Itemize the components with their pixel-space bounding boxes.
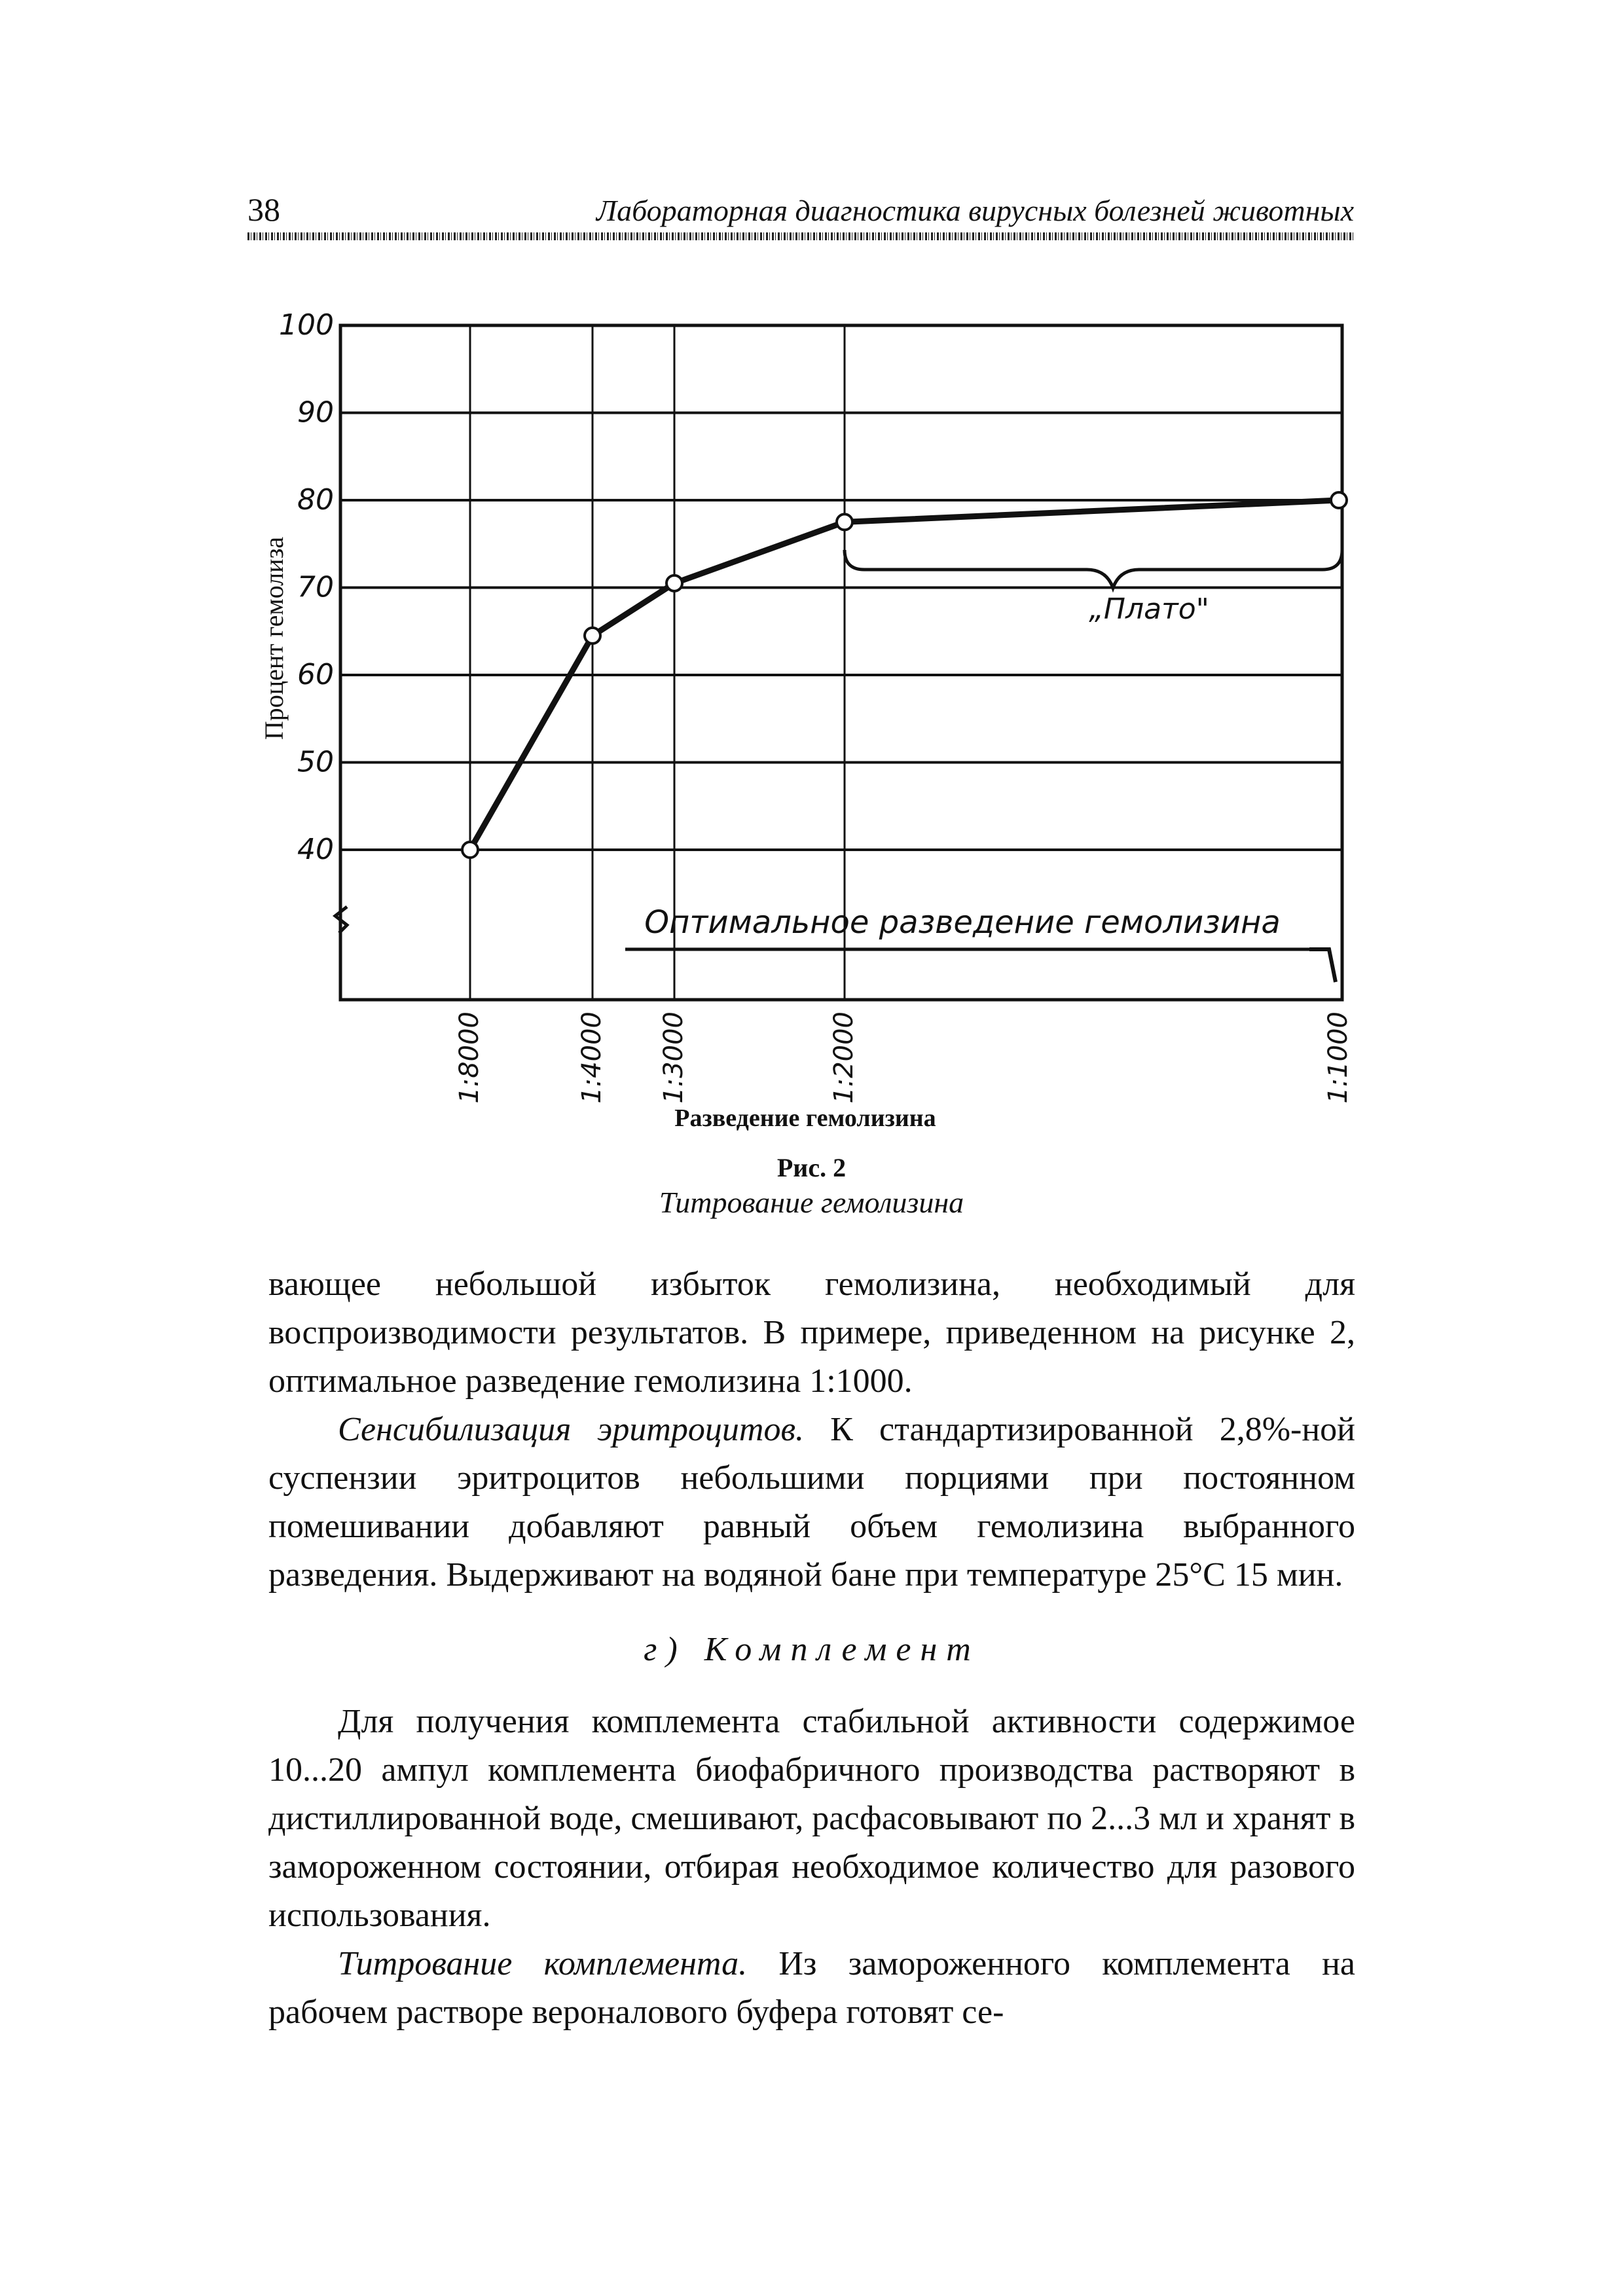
x-tick-labels — [454, 1011, 1353, 1104]
paragraph-4-text: Из замороженного комплемента на рабочем растворе вероналового буфера готовят се- — [268, 1945, 1355, 2031]
y-tick-label: 100 — [279, 308, 334, 342]
paragraph-1: вающее небольшой избыток гемолизина, необходимый для воспроизводимости результатов. В примере, приведенном на рисунке 2, оптимальное разведение гемолизина 1:1000. — [268, 1266, 1355, 1400]
body-text — [268, 1260, 1355, 2037]
x-tick-label: 1:2000 — [829, 1011, 859, 1104]
paragraph-2-text: К стандартизированной 2,8%-ной суспензии эритроцитов небольшими порциями при постоянном помешивании добавляют равный объем гемолизина выбранного разведения. Выдерживают на водяной бане при температуре 25°C 15 мин. — [268, 1411, 1355, 1594]
figure-title: Титрование гемолизина — [659, 1186, 964, 1219]
term-sensitization: Сенсибилизация эритроцитов. — [338, 1411, 805, 1448]
data-point — [462, 842, 478, 858]
y-tick-label: 50 — [297, 745, 334, 779]
optimal-dilution-label: Оптимальное разведение гемолизина — [644, 904, 1281, 941]
section-heading: г) Комплемент — [644, 1631, 980, 1668]
running-title: Лабораторная диагностика вирусных болезней животных — [596, 194, 1354, 227]
plateau-label: „Плато" — [1089, 592, 1209, 626]
x-tick-label: 1:3000 — [659, 1011, 689, 1104]
data-point — [666, 575, 682, 591]
y-tick-label: 60 — [297, 658, 334, 691]
plot-frame — [340, 325, 1342, 1000]
y-tick-label: 70 — [297, 570, 334, 604]
term-titration: Титрование комплемента. — [338, 1945, 748, 1982]
x-tick-label: 1:4000 — [577, 1011, 607, 1104]
paragraph-3: Для получения комплемента стабильной активности содержимое 10...20 ампул комплемента биофабричного производства растворяют в дистиллированной воде, смешивают, расфасовывают по 2...3 мл и хранят в замороженном состоянии, отбирая необходимое количество для разового использования. — [268, 1703, 1355, 1934]
paragraph-4 — [268, 1940, 1355, 2037]
x-axis-label: Разведение гемолизина — [674, 1104, 936, 1132]
y-axis-label: Процент гемолиза — [259, 536, 289, 740]
data-point — [837, 514, 852, 530]
chart-grid — [340, 325, 1342, 1000]
optimal-arrow-head — [1309, 949, 1336, 982]
plateau-brace — [845, 550, 1342, 588]
figure-label: Рис. 2 — [776, 1153, 847, 1182]
x-tick-label: 1:1000 — [1323, 1011, 1353, 1104]
x-tick-label: 1:8000 — [454, 1011, 484, 1104]
y-tick-label: 80 — [297, 483, 334, 517]
y-tick-label: 40 — [297, 833, 334, 866]
paragraph-2 — [268, 1406, 1355, 1599]
data-point — [1331, 492, 1347, 508]
y-tick-label: 90 — [297, 395, 334, 429]
page-number: 38 — [247, 191, 280, 228]
axis-break — [335, 907, 347, 933]
data-point — [585, 628, 600, 644]
